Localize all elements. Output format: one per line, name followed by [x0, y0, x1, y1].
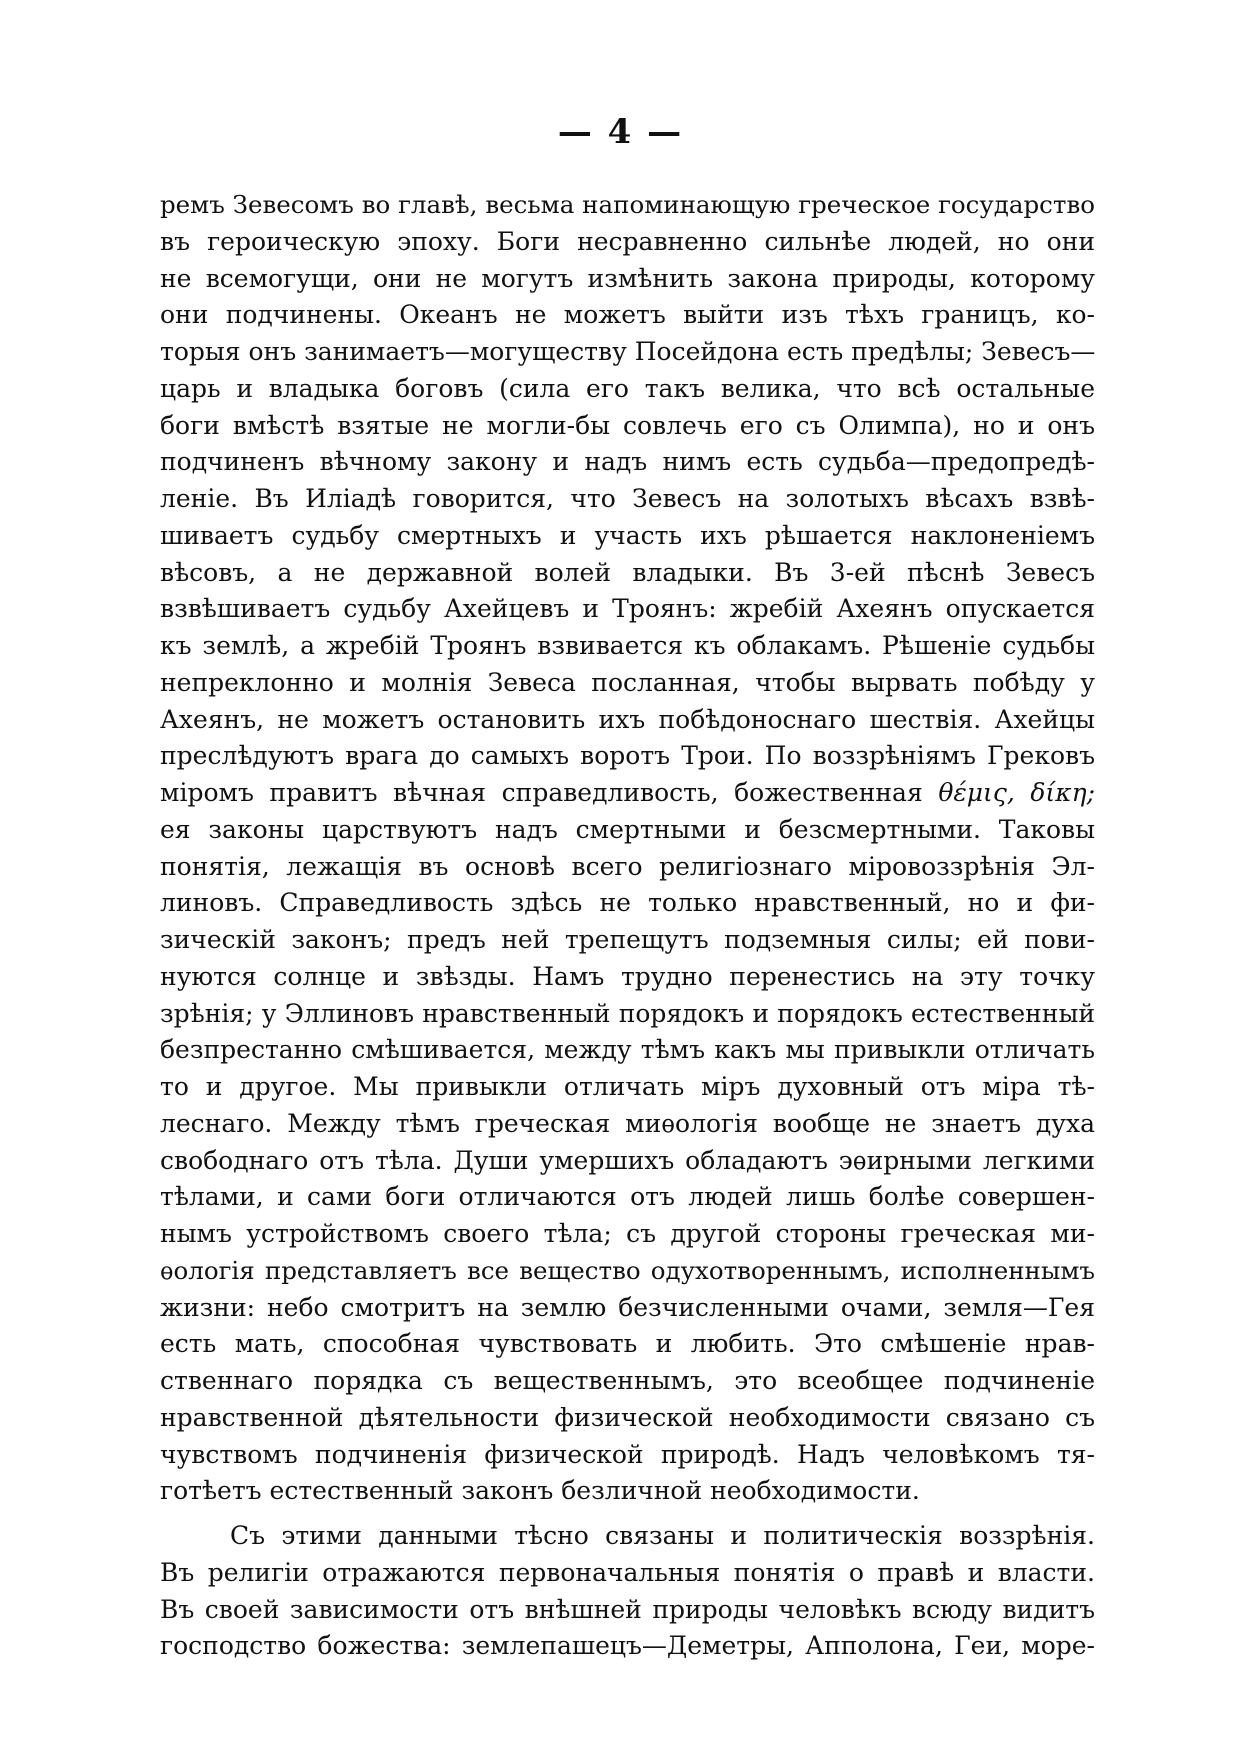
text-line: подчиненъ вѣчному закону и надъ нимъ есть судьба—предопредѣ- — [160, 447, 1095, 477]
text-line: они подчинены. Океанъ не можетъ выйти изъ тѣхъ границъ, ко- — [160, 300, 1095, 330]
text-line: торыя онъ занимаетъ—могуществу Посейдона есть предѣлы; Зевесъ— — [160, 337, 1096, 366]
text-line: понятія, лежащія въ основѣ всего религіознаго міровоззрѣнія Эл- — [160, 851, 1095, 881]
paragraph-1 — [160, 187, 1095, 1510]
text-line: царь и владыка боговъ (сила его такъ велика, что всѣ остальные — [160, 373, 1095, 403]
text-line: ремъ Зевесомъ во главѣ, весьма напоминающую греческое государство — [160, 190, 1095, 219]
text-line: шиваетъ судьбу смертныхъ и участь ихъ рѣшается наклоненіемъ — [160, 520, 1095, 550]
text-line: ѳологія представляетъ все вещество одухотвореннымъ, исполненнымъ — [160, 1255, 1095, 1285]
text-line: леніе. Въ Иліадѣ говорится, что Зевесъ на золотыхъ вѣсахъ взвѣ- — [160, 484, 1095, 513]
text-line: въ героическую эпоху. Боги несравненно сильнѣе людей, но они — [160, 226, 1095, 256]
paragraph-gap — [160, 1510, 1095, 1518]
text-line: къ землѣ, а жребій Троянъ взвивается къ облакамъ. Рѣшеніе судьбы — [160, 631, 1095, 660]
text-line: непреклонно и молнія Зевеса посланная, чтобы вырвать побѣду у — [160, 667, 1095, 697]
greek-terms: θέμις, δίκη; — [938, 778, 1096, 807]
text-line: есть мать, способная чувствовать и любить. Это смѣшеніе нрав- — [160, 1329, 1095, 1359]
text-line: безпрестанно смѣшивается, между тѣмъ какъ мы привыкли отличать — [160, 1035, 1095, 1065]
text-line: тѣлами, и сами боги отличаются отъ людей лишь болѣе совершен- — [160, 1182, 1095, 1212]
text-line: чувствомъ подчиненія физической природѣ. Надъ человѣкомъ тя- — [160, 1439, 1095, 1469]
text-line: Ахеянъ, не можетъ остановить ихъ побѣдоноснаго шествія. Ахейцы — [160, 704, 1095, 734]
text-line: Съ этими данными тѣсно связаны и политическія воззрѣнія. — [230, 1521, 1095, 1550]
text-line: зрѣнія; у Эллиновъ нравственный порядокъ и порядокъ естественный — [160, 998, 1095, 1028]
text-line: жизни: небо смотритъ на землю безчисленными очами, земля—Гея — [160, 1292, 1095, 1322]
body-text — [160, 187, 1095, 1665]
text-line: линовъ. Справедливость здѣсь не только нравственный, но и фи- — [160, 888, 1095, 918]
text-line-greek — [160, 775, 1095, 812]
text-line: Въ религіи отражаются первоначальныя понятія о правѣ и власти. — [160, 1557, 1095, 1587]
text-line: готѣетъ естественный законъ безличной необходимости. — [160, 1476, 920, 1506]
text-line: нымъ устройствомъ своего тѣла; съ другой стороны греческая ми- — [160, 1219, 1095, 1248]
paragraph-2 — [160, 1518, 1095, 1665]
text-line: боги вмѣстѣ взятые не могли-бы совлечь его съ Олимпа), но и онъ — [160, 410, 1095, 440]
page-number: — 4 — — [557, 112, 684, 152]
text-line: взвѣшиваетъ судьбу Ахейцевъ и Троянъ: жребій Ахеянъ опускается — [160, 594, 1095, 624]
text-line: ственнаго порядка съ вещественнымъ, это всеобщее подчиненіе — [160, 1366, 1095, 1395]
text-line: господство божества: землепашецъ—Деметры, Апполона, Геи, море- — [160, 1631, 1095, 1661]
text-line: ея законы царствуютъ надъ смертными и безсмертными. Таковы — [160, 814, 1095, 844]
text-line: леснаго. Между тѣмъ греческая миѳологія вообще не знаетъ духа — [160, 1108, 1095, 1138]
text-line: свободнаго отъ тѣла. Души умершихъ обладаютъ эѳирными легкими — [160, 1145, 1095, 1175]
text-line: зическій законъ; предъ ней трепещутъ подземныя силы; ей пови- — [160, 925, 1095, 954]
text-line: вѣсовъ, а не державной волей владыки. Въ 3-ей пѣснѣ Зевесъ — [160, 557, 1095, 587]
text-line: нравственной дѣятельности физической необходимости связано съ — [160, 1402, 1095, 1432]
text-line: то и другое. Мы привыкли отличать міръ духовный отъ міра тѣ- — [160, 1072, 1095, 1101]
text-line: не всемогущи, они не могутъ измѣнить закона природы, которому — [160, 263, 1095, 293]
greek-line-prefix: міромъ правитъ вѣчная справедливость, божественная — [160, 778, 939, 807]
text-line: нуются солнце и звѣзды. Намъ трудно перенестись на эту точку — [160, 961, 1095, 991]
text-line: Въ своей зависимости отъ внѣшней природы человѣкъ всюду видитъ — [160, 1594, 1095, 1624]
text-line: преслѣдуютъ врага до самыхъ воротъ Трои. По воззрѣніямъ Грековъ — [160, 741, 1095, 771]
